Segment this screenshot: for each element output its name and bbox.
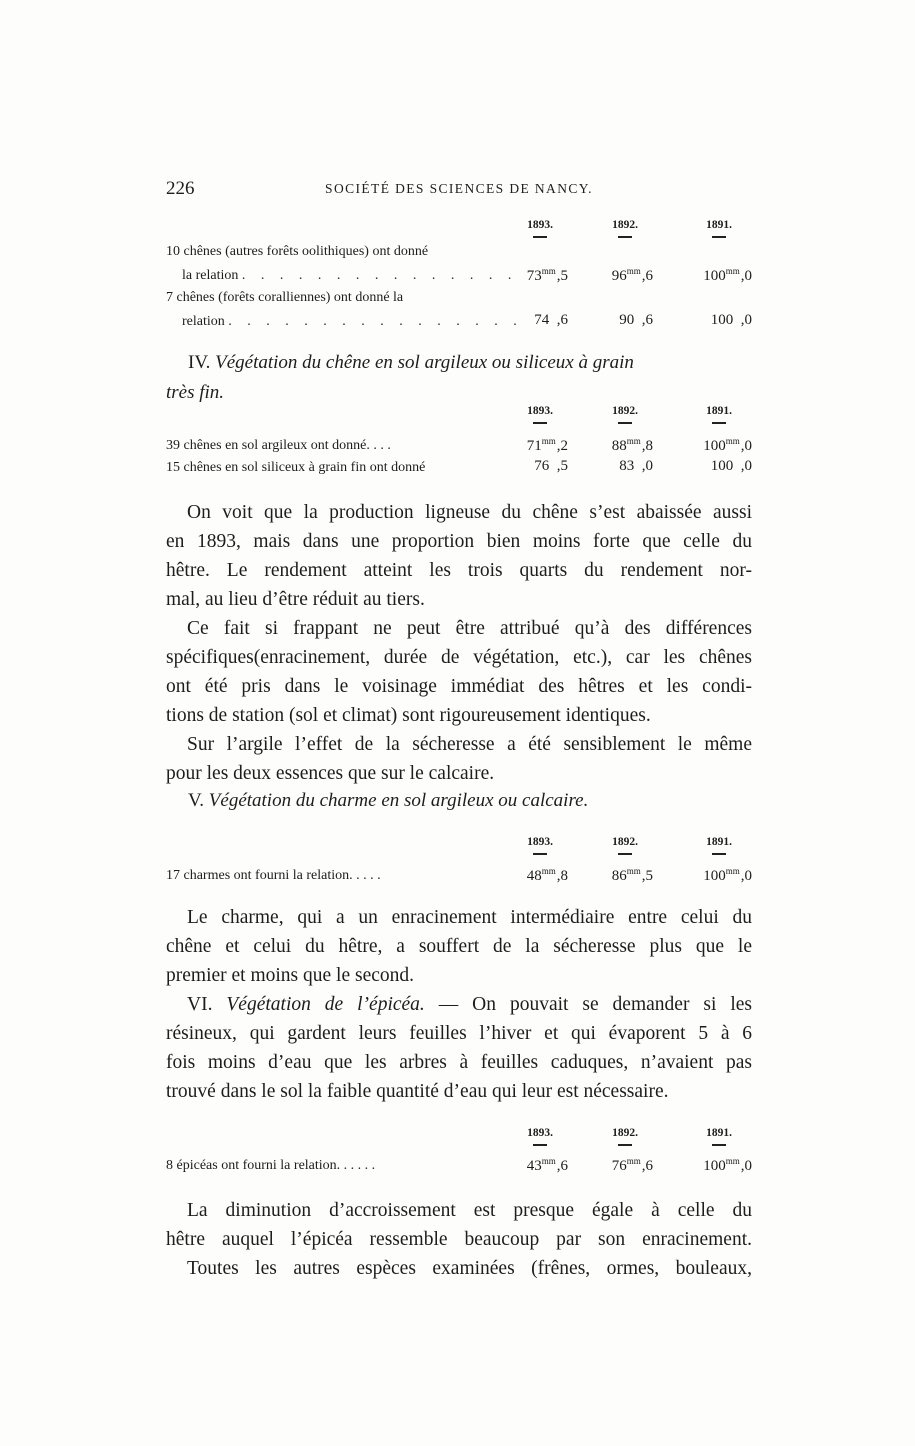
paragraph-spruce: VI. Végétation de l’épicéa. — On pouvait se demander si les résineux, qui gardent leurs feuilles l’hiver et qui évaporent 5 à 6 fois moins d’eau que les arbres à feuilles caduques, n’avaient pas trouvé dans le sol la faible quantité d’eau qui leur est nécessaire.: [166, 994, 752, 1102]
value-1891: $100^{mm},0$: [703, 436, 752, 454]
value-1892: $86^{mm},5$: [611, 866, 653, 884]
table-row-label: relation . . . . . . . . . . . . . . . .: [182, 314, 523, 329]
value-1892: $96^{mm},6$: [611, 266, 653, 284]
paragraph-hornbeam: Le charme, qui a un enracinement intermédiaire entre celui du chêne et celui du hêtre, a souffert de la sécheresse plus que le premier et moins que le second.: [166, 907, 752, 986]
table-row-label: 15 chênes en sol siliceux à grain fin ont donné: [166, 460, 426, 475]
running-title: SOCIÉTÉ DES SCIENCES DE NANCY.: [325, 181, 593, 196]
section-6-title: Végétation de l’épicéa.: [226, 994, 425, 1015]
year-header-1891: 1891.: [684, 219, 754, 238]
section-5-title: V. Végétation du charme en sol argileux ou calcaire.: [188, 790, 589, 811]
value-1892: 83 ,0: [619, 458, 653, 474]
year-header-1891: 1891.: [684, 836, 754, 855]
value-1892: 90 ,6: [619, 312, 653, 328]
year-header-1893: 1893.: [505, 219, 575, 238]
value-1892: $88^{mm},8$: [611, 436, 653, 454]
running-head: [166, 178, 752, 202]
paragraph-clay: Sur l’argile l’effet de la sécheresse a été sensiblement le même pour les deux essences que sur le calcaire.: [166, 734, 752, 784]
year-header-1892: 1892.: [590, 405, 660, 424]
table-row-label: 7 chênes (forêts coralliennes) ont donné la: [166, 290, 404, 305]
table-row-label: la relation . . . . . . . . . . . . . . .: [182, 268, 518, 283]
section-6-numeral: VI.: [187, 994, 213, 1015]
page-number: 226: [166, 178, 195, 199]
year-header-1892: 1892.: [590, 1127, 660, 1146]
year-header-1891: 1891.: [684, 405, 754, 424]
year-header-1893: 1893.: [505, 405, 575, 424]
value-1891: $100^{mm},0$: [703, 266, 752, 284]
table-row-label: 39 chênes en sol argileux ont donné. . . .: [166, 438, 391, 453]
value-1893: $48^{mm},8$: [526, 866, 568, 884]
year-header-1892: 1892.: [590, 836, 660, 855]
paragraph-oak-production: On voit que la production ligneuse du chêne s’est abaissée aussi en 1893, mais dans une proportion bien moins forte que celle du hêtre. Le rendement atteint les trois quarts du rendement nor- mal, au lieu d’être réduit au tiers.: [166, 502, 752, 610]
value-1891: 100 ,0: [710, 312, 752, 328]
value-1891: 100 ,0: [710, 458, 752, 474]
value-1892: $76^{mm},6$: [611, 1156, 653, 1174]
year-header-1891: 1891.: [684, 1127, 754, 1146]
value-1893: 74 ,6: [534, 312, 568, 328]
value-1893: 76 ,5: [534, 458, 568, 474]
year-header-1893: 1893.: [505, 836, 575, 855]
table-row-label: 17 charmes ont fourni la relation. . . . .: [166, 868, 381, 883]
paragraph-specific-differences: Ce fait si frappant ne peut être attribué qu’à des différences spécifiques(enracinement, durée de végétation, etc.), car les chênes ont été pris dans le voisinage immédiat des hêtres et les condi- tions de station (sol et climat) sont rigoureusement identiques.: [166, 618, 752, 726]
section-4-title: IV. Végétation du chêne en sol argileux ou siliceux à grain: [188, 352, 634, 373]
table-row-label: 8 épicéas ont fourni la relation. . . . . .: [166, 1158, 376, 1173]
value-1893: $43^{mm},6$: [526, 1156, 568, 1174]
value-1891: $100^{mm},0$: [703, 1156, 752, 1174]
table-row-label: 10 chênes (autres forêts oolithiques) ont donné: [166, 244, 429, 259]
value-1893: $73^{mm},5$: [526, 266, 568, 284]
value-1891: $100^{mm},0$: [703, 866, 752, 884]
value-1893: $71^{mm},2$: [526, 436, 568, 454]
paragraph-diminution: La diminution d’accroissement est presque égale à celle du hêtre auquel l’épicéa ressemble beaucoup par son enracinement. Toutes les autres espèces examinées (frênes, ormes, bouleaux,: [166, 1200, 752, 1279]
year-header-1893: 1893.: [505, 1127, 575, 1146]
section-4-title-cont: très fin.: [166, 382, 225, 403]
year-header-1892: 1892.: [590, 219, 660, 238]
